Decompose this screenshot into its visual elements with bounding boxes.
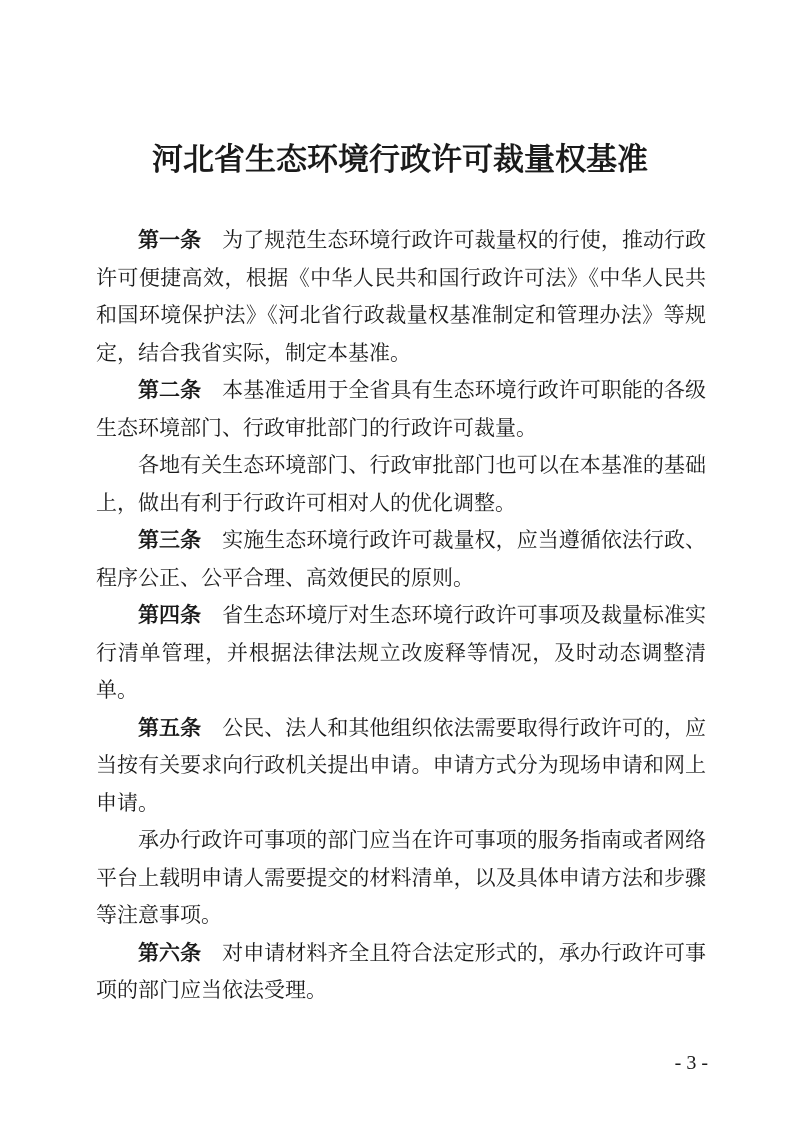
paragraph-article-2: [96, 372, 706, 447]
paragraph-article-5: [96, 710, 706, 823]
page-number: - 3 -: [674, 1052, 708, 1074]
article-heading: 第六条: [138, 940, 202, 965]
paragraph-article-6: [96, 935, 706, 1010]
article-heading: 第四条: [138, 603, 202, 627]
paragraph-text: 实施生态环境行政许可裁量权，应当遵循依法行政、程序公正、公平合理、高效便民的原则。: [96, 528, 707, 590]
paragraph-article-5-continued: [96, 822, 706, 935]
paragraph-text: 为了规范生态环境行政许可裁量权的行使，推动行政许可便捷高效，根据《中华人民共和国行政许可法》《中华人民共和国环境保护法》《河北省行政裁量权基准制定和管理办法》等规定，结合我省实际，制定本基准。: [96, 228, 707, 365]
paragraph-text: 各地有关生态环境部门、行政审批部门也可以在本基准的基础上，做出有利于行政许可相对人的优化调整。: [96, 453, 706, 515]
paragraph-text: 承办行政许可事项的部门应当在许可事项的服务指南或者网络平台上载明申请人需要提交的材料清单，以及具体申请方法和步骤等注意事项。: [96, 828, 706, 927]
paragraph-article-4: [96, 597, 706, 710]
article-heading: 第三条: [138, 528, 202, 552]
article-heading: 第二条: [138, 378, 202, 402]
paragraph-text: 本基准适用于全省具有生态环境行政许可职能的各级生态环境部门、行政审批部门的行政许可裁量。: [96, 378, 707, 440]
document-body: [96, 222, 706, 1010]
paragraph-text: 对申请材料齐全且符合法定形式的，承办行政许可事项的部门应当依法受理。: [96, 940, 707, 1002]
article-heading: 第一条: [138, 228, 202, 252]
paragraph-article-2-continued: [96, 447, 706, 522]
paragraph-text: 省生态环境厅对生态环境行政许可事项及裁量标准实行清单管理，并根据法律法规立改废释等情况，及时动态调整清单。: [96, 603, 707, 702]
paragraph-article-3: [96, 522, 706, 597]
paragraph-text: 公民、法人和其他组织依法需要取得行政许可的，应当按有关要求向行政机关提出申请。申请方式分为现场申请和网上申请。: [96, 715, 707, 815]
document-title: 河北省生态环境行政许可裁量权基准: [152, 142, 648, 178]
article-heading: 第五条: [138, 715, 202, 740]
paragraph-article-1: [96, 222, 706, 372]
